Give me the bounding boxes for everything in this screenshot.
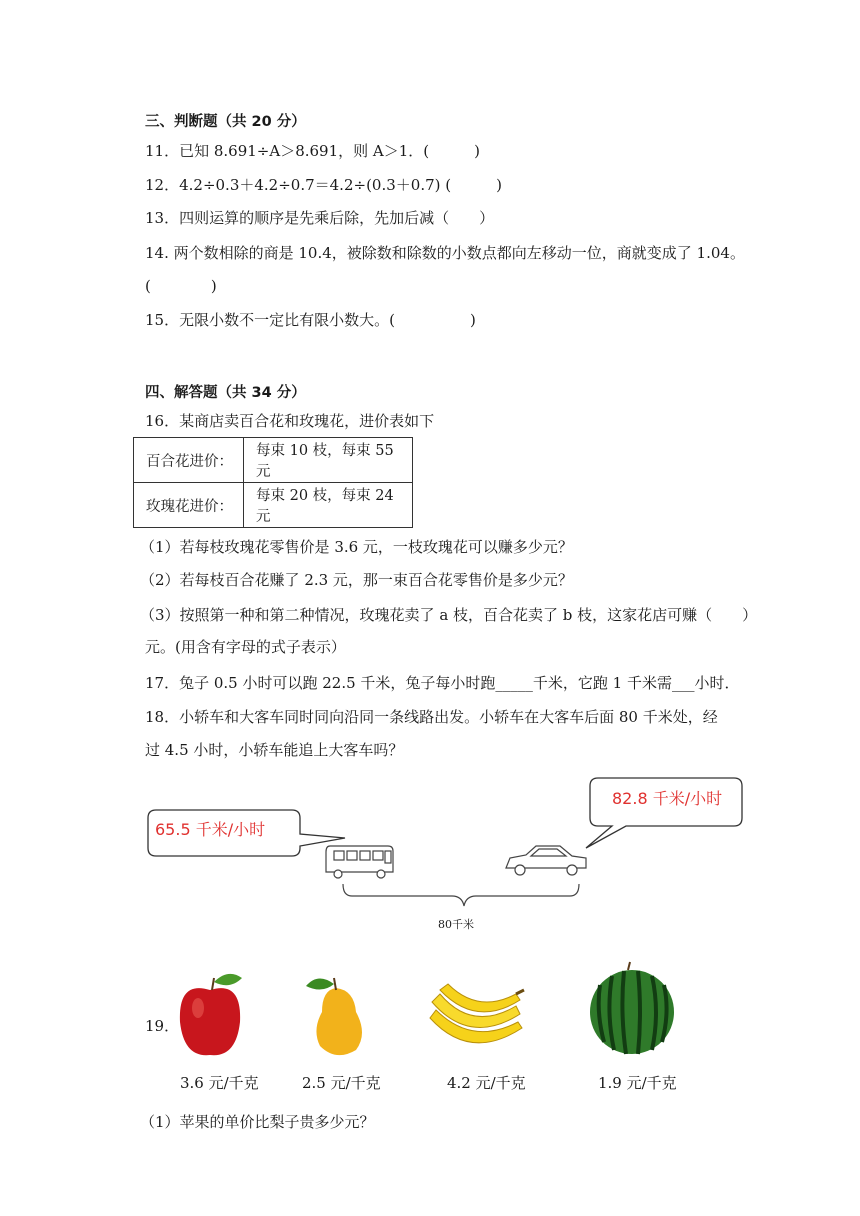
- question-19-1: （1）苹果的单价比梨子贵多少元？: [140, 1113, 375, 1131]
- table-cell: 百合花进价：: [134, 438, 244, 483]
- banana-icon: [430, 984, 524, 1043]
- question-16: 16．某商店卖百合花和玫瑰花，进价表如下: [145, 412, 435, 430]
- car-speed-label: 82.8 千米/小时: [612, 789, 723, 808]
- section3-heading: 三、判断题（共 20 分）: [145, 114, 306, 130]
- question-16-3-cont: 元。(用含有字母的式子表示）: [145, 638, 346, 656]
- table-cell: 每束 20 枝，每束 24 元: [244, 483, 413, 528]
- question-19: 19．: [145, 1017, 180, 1035]
- pear-icon: [306, 978, 362, 1055]
- watermelon-price: 1.9 元/千克: [598, 1074, 677, 1092]
- apple-icon: [180, 974, 242, 1055]
- section4-heading: 四、解答题（共 34 分）: [145, 385, 306, 401]
- question-18: 18．小轿车和大客车同时同向沿同一条线路出发。小轿车在大客车后面 80 千米处，经: [145, 708, 718, 726]
- question-14-answer: ( ): [145, 277, 217, 295]
- question-11: 11．已知 8.691÷A＞8.691，则 A＞1．( ): [145, 142, 480, 160]
- question-16-1: （1）若每枝玫瑰花零售价是 3.6 元，一枝玫瑰花可以赚多少元？: [140, 538, 573, 556]
- table-cell: 每束 10 枝，每束 55 元: [244, 438, 413, 483]
- bus-speed-label: 65.5 千米/小时: [155, 820, 266, 839]
- question-14: 14. 两个数相除的商是 10.4，被除数和除数的小数点都向左移动一位，商就变成了 1.04。: [145, 244, 745, 262]
- question-12: 12．4.2÷0.3＋4.2÷0.7＝4.2÷(0.3＋0.7) ( ): [145, 176, 502, 194]
- question-16-3: （3）按照第一种和第二种情况，玫瑰花卖了 a 枝，百合花卖了 b 枝，这家花店可赚（ ）: [140, 606, 758, 624]
- distance-label: 80千米: [438, 918, 474, 931]
- question-15: 15．无限小数不一定比有限小数大。( ): [145, 311, 476, 329]
- banana-price: 4.2 元/千克: [447, 1074, 526, 1092]
- question-17: 17．兔子 0.5 小时可以跑 22.5 千米，兔子每小时跑_____千米，它跑 1 千米需___小时．: [145, 674, 740, 692]
- question-13: 13．四则运算的顺序是先乘后除，先加后减（ ）: [145, 209, 495, 227]
- watermelon-icon: [590, 962, 674, 1054]
- question-16-2: （2）若每枝百合花赚了 2.3 元，那一束百合花零售价是多少元？: [140, 571, 573, 589]
- question-18-cont: 过 4.5 小时，小轿车能追上大客车吗？: [145, 741, 404, 759]
- table-cell: 玫瑰花进价：: [134, 483, 244, 528]
- apple-price: 3.6 元/千克: [180, 1074, 259, 1092]
- pear-price: 2.5 元/千克: [302, 1074, 381, 1092]
